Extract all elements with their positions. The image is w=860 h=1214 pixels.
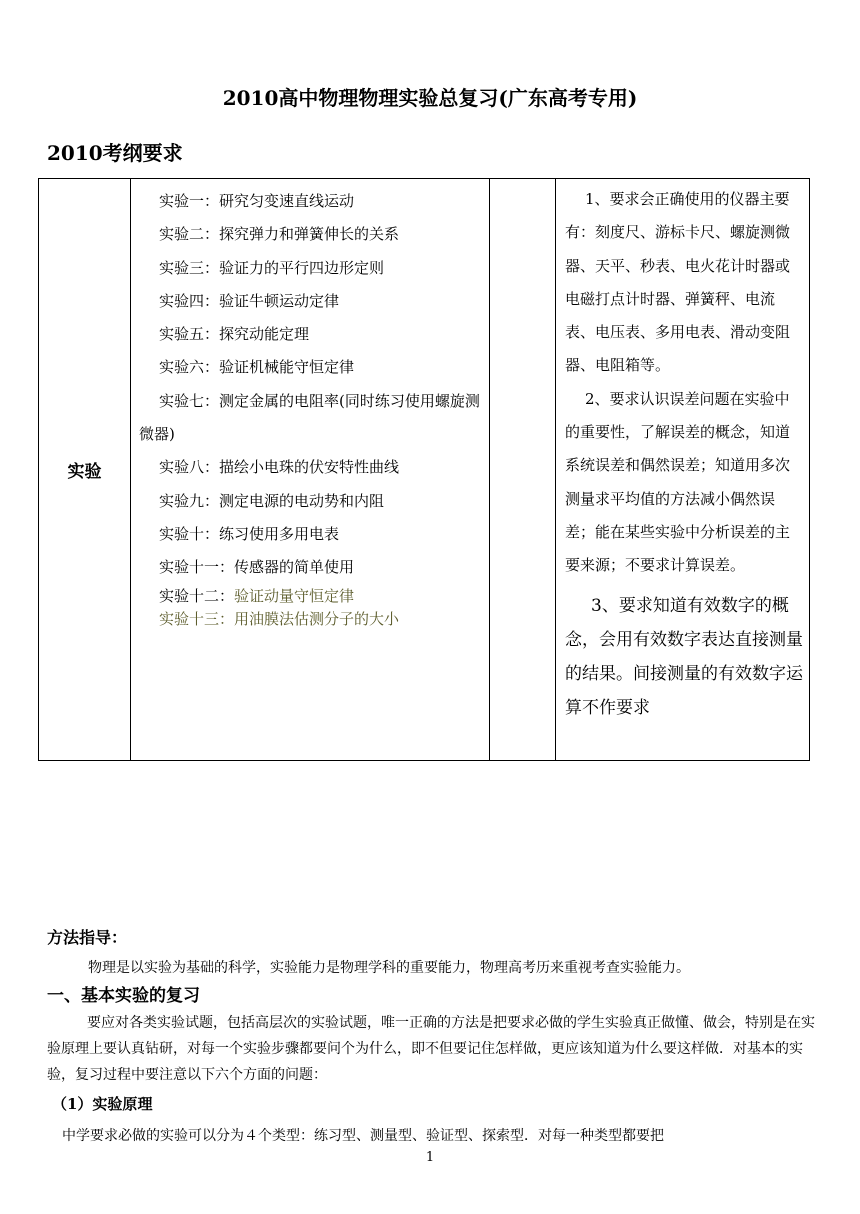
experiments-cell [131,179,490,761]
experiment-item: 实验二：探究弹力和弹簧伸长的关系 [159,225,400,244]
requirement-2: 2、要求认识误差问题在实验中的重要性，了解误差的概念，知道系统误差和偶然误差；知道用多次测量求平均值的方法减小偶然误差；能在某些实验中分析误差的主要来源；不要求计算误差。 [565,389,791,575]
method-paragraph: 物理是以实验为基础的科学，实验能力是物理学科的重要能力，物理高考历来重视考查实验能力。 [88,960,690,976]
experiment-item-12 [139,585,485,608]
section-1-heading: 一、基本实验的复习 [47,986,200,1006]
experiment-item: 实验九：测定电源的电动势和内阻 [159,491,385,510]
experiment-item: 实验五：探究动能定理 [159,325,310,344]
experiment-item: 实验一：研究匀变速直线运动 [159,192,355,210]
experiment-12-body: 验证动量守恒定律 [234,586,355,605]
experiment-item-13: 实验十三：用油膜法估测分子的大小 [159,609,400,628]
experiment-item: 实验三：验证力的平行四边形定则 [159,258,385,277]
experiment-item: 实验八：描绘小电珠的伏安特性曲线 [159,458,400,477]
requirements-table [38,178,810,761]
requirement-1: 1、要求会正确使用的仪器主要有：刻度尺、游标卡尺、螺旋测微器、天平、秒表、电火花计时器或电磁打点计时器、弹簧秤、电流表、电压表、多用电表、滑动变阻器、电阻箱等。 [565,190,791,375]
document-title: 2010高中物理物理实验总复习(广东高考专用) [222,86,638,110]
section-heading-syllabus: 2010考纲要求 [47,141,183,165]
experiment-12-prefix: 实验十二： [159,586,235,605]
category-cell: 实验 [39,179,131,761]
experiment-item: 实验十一：传感器的简单使用 [159,558,355,577]
experiment-item: 实验六：验证机械能守恒定律 [159,358,355,377]
page-number: 1 [425,1150,435,1165]
experiment-item: 实验四：验证牛顿运动定律 [159,291,340,310]
requirements-notes-cell [556,179,810,761]
section-1-paragraph: 要应对各类实验试题，包括高层次的实验试题，唯一正确的方法是把要求必做的学生实验真正做懂、做会，特别是在实验原理上要认真钻研，对每一个实验步骤都要问个为什么，即不但要记住怎样做，更应该知道为什么要这样做．对基本的实验，复习过程中要注意以下六个方面的问题： [47,1015,815,1083]
experiment-item: 实验七：测定金属的电阻率(同时练习使用螺旋测微器) [139,391,480,444]
subsection-1-heading: （1）实验原理 [52,1095,153,1113]
requirement-3: 3、要求知道有效数字的概念，会用有效数字表达直接测量的结果。间接测量的有效数字运算不作要求 [565,595,803,718]
empty-cell [490,179,556,761]
experiment-item: 实验十：练习使用多用电表 [159,524,340,543]
method-heading: 方法指导： [47,928,128,947]
subsection-1-paragraph: 中学要求必做的实验可以分为４个类型：练习型、测量型、验证型、探索型．对每一种类型都要把 [62,1128,664,1144]
